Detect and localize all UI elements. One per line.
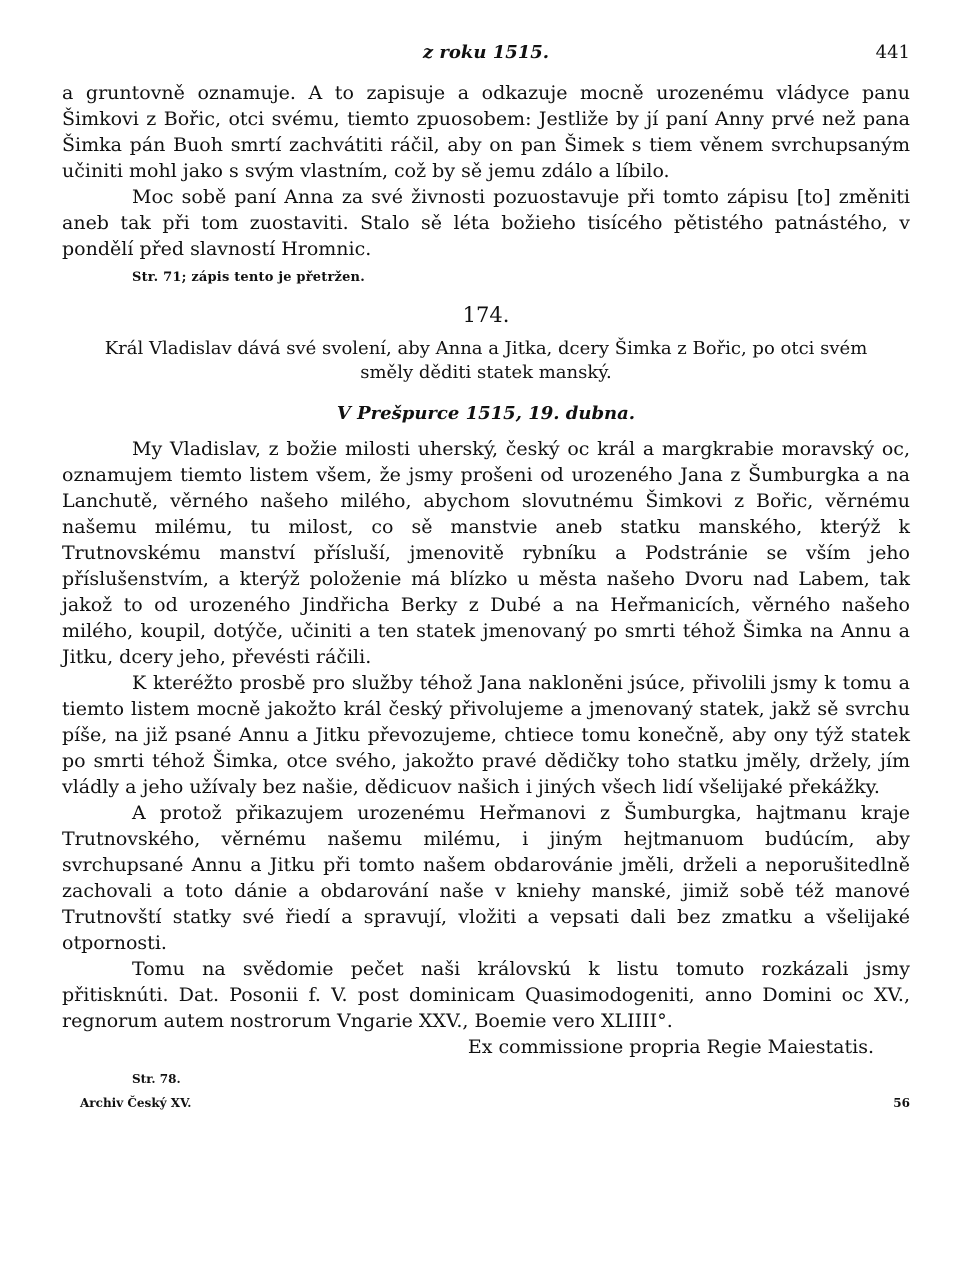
signature-mark: Archiv Český XV. [80,1096,192,1110]
document-number: 174. [462,303,510,327]
paragraph: A protož přikazujem urozenému Heřmanovi z Šumburgka, hajtmanu kraje Trutnovského, věrnému našemu milému, i jiným hejtmanuom budúcím, aby svrchupsané Annu a Jitku při tomto našem obdarovánie jměli, drželi a neporušitedlně zachovali a toto dánie a obdarování naše v kniehy manské, jimiž sobě též manové Trutnovští statky své řiedí a spravují, vložiti a vepsati dali bez zmatku a všelijaké otpornosti. [62,802,910,954]
paragraph: My Vladislav, z božie milosti uherský, český oc král a margkrabie moravský oc, oznamujem tiemto listem všem, že jsmy prošeni od urozeného Jana z Šumburgka a na Lanchutě, věrného našeho milého, abychom slovutnému Šimkovi z Bořic, věrnému našemu milému, tu milost, co sě manstvie aneb statku manského, kterýž k Trutnovskému manství přísluší, jmenovitě rybníku a Podstránie se vším jeho příslušenstvím, a kterýž položenie má blízko u města našeho Dvoru nad Labem, tak jakož to od urozeného Jindřicha Berky z Dubé a na Heřmanicích, věrného našeho milého, koupil, dotýče, učiniti a ten statek jmenovaný po smrti téhož Šimka na Annu a Jitku, dcery jeho, převésti ráčili. [62,438,910,668]
source-note: Str. 71; zápis tento je přetržen. [132,270,365,285]
previous-document-text [62,80,910,285]
document-summary: Král Vladislav dává své svolení, aby Anna a Jitka, dcery Šimka z Bořic, po otci svém směly děditi statek manský. [104,338,868,383]
running-head: z roku 1515. [422,42,550,63]
document-dateline: V Prešpurce 1515, 19. dubna. [336,403,636,424]
paragraph: Moc sobě paní Anna za své živnosti pozuostavuje při tomto zápisu [to] změniti aneb tak při tom zuostaviti. Stalo sě léta božieho tisícého pětistého patnástého, v pondělí před slavností Hromnic. [62,186,910,260]
paragraph: Tomu na svědomie pečet naši královskú k listu tomuto rozkázali jsmy přitisknúti. Dat. Posonii f. V. post dominicam Quasimodogeniti, anno Domini oc XV., regnorum autem nostrorum Vngarie XXV., Boemie vero XLIIII°. [62,958,910,1032]
closing-formula: Ex commissione propria Regie Maiestatis. [467,1036,874,1058]
sheet-number: 56 [893,1096,910,1110]
document-page [62,40,910,1116]
source-note: Str. 78. [132,1072,181,1086]
page-number: 441 [875,42,910,63]
paragraph: K kteréžto prosbě pro služby téhož Jana nakloněni jsúce, přivolili jsmy k tomu a tiemto listem mocně jakožto král český přivolujeme a jmenovaný statek, jakž sě svrchu píše, na již psané Annu a Jitku převozujeme, chtiece tomu konečně, aby ony týž statek po smrti téhož Šimka, otce svého, jakožto pravé dědičky toho statku jměly, držely, jím vládly a jeho užívaly bez našie, dědicuov našich i jiných všech lidí všelijaké překážky. [62,672,910,798]
page-footer [62,1096,910,1116]
page-header [62,40,910,80]
document-174 [62,303,910,1086]
paragraph: a gruntovně oznamuje. A to zapisuje a odkazuje mocně urozenému vládyce panu Šimkovi z Bořic, otci svému, tiemto zpuosobem: Jestliže by jí paní Anny prvé než pana Šimka pán Buoh smrtí zachvátiti ráčil, aby on pan Šimek s tiem věnem svrchupsaným učiniti mohl jako s svým vlastním, což by sě jemu zdálo a líbilo. [62,82,910,182]
